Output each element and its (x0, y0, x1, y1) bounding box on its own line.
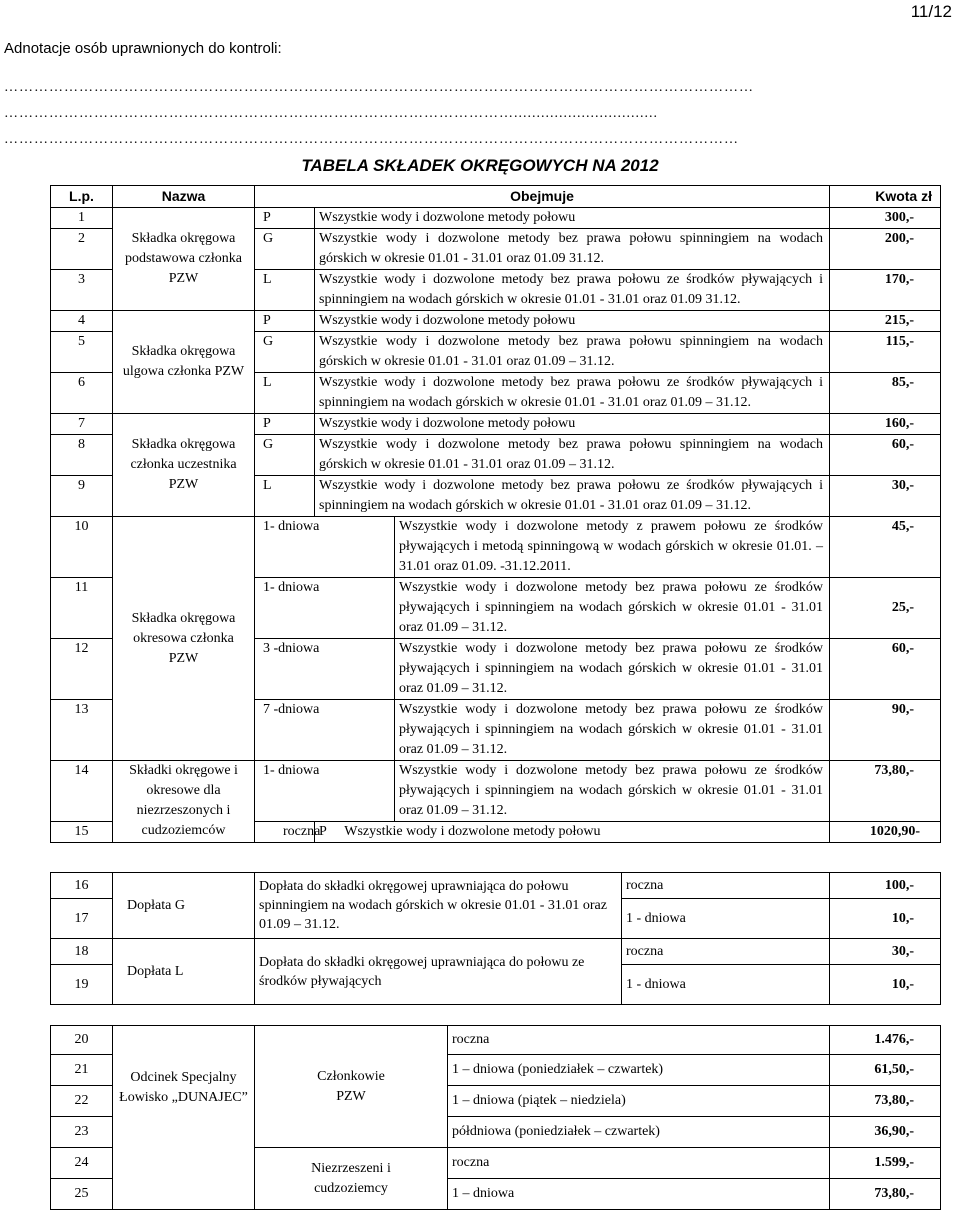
row-amount: 100,- (830, 873, 941, 899)
row-amount: 30,- (830, 476, 941, 517)
row-period: 1 - dniowa (622, 965, 830, 1005)
table-row (51, 311, 941, 332)
row-amount: 61,50,- (830, 1055, 941, 1086)
row-number: 3 (51, 270, 113, 311)
row-code: 3 -dniowa (255, 639, 395, 700)
table-row (51, 414, 941, 435)
row-code: 1- dniowa (255, 517, 395, 578)
non-members-label: Niezrzeszeni i cudzoziemcy (255, 1148, 448, 1210)
row-amount: 215,- (830, 311, 941, 332)
row-code: roczna (255, 822, 315, 843)
surcharge-name: Dopłata G (113, 873, 255, 939)
row-description: Wszystkie wody i dozwolone metody bez prawa połowu ze środków pływających i spinningiem na wodach górskich w okresie 01.01 - 31.01 oraz 01.09 – 31.12. (395, 639, 830, 700)
row-number: 9 (51, 476, 113, 517)
row-number: 1 (51, 208, 113, 229)
row-description: Wszystkie wody i dozwolone metody bez prawa połowu ze środków pływających i spinningiem na wodach górskich w okresie 01.01 - 31.01 oraz 01.09 – 31.12. (395, 761, 830, 822)
table-row (51, 1026, 941, 1055)
row-number: 22 (51, 1086, 113, 1117)
row-amount: 1020,90- (830, 822, 941, 843)
row-amount: 200,- (830, 229, 941, 270)
row-number: 14 (51, 761, 113, 822)
row-amount: 60,- (830, 435, 941, 476)
row-amount: 90,- (830, 700, 941, 761)
row-amount: 300,- (830, 208, 941, 229)
row-description: Wszystkie wody i dozwolone metody bez prawa połowu ze środków pływających i spinningiem na wodach górskich w okresie 01.01 - 31.01 oraz 01.09 – 31.12. (395, 700, 830, 761)
special-section-table (50, 1025, 941, 1210)
row-code: G (255, 332, 315, 373)
main-fees-table (50, 185, 941, 843)
annotation-dots-line: …………………………………………………………………………………………………………………………………… (4, 80, 754, 95)
row-number: 7 (51, 414, 113, 435)
special-section-name: Odcinek Specjalny Łowisko „DUNAJEC” (113, 1026, 255, 1210)
members-label: Członkowie PZW (255, 1026, 448, 1148)
annotation-dots-line: …………………………………………………………………………………………................................ (4, 106, 658, 121)
row-number: 10 (51, 517, 113, 578)
row-amount: 30,- (830, 939, 941, 965)
table-row (51, 208, 941, 229)
row-description: Wszystkie wody i dozwolone metody bez prawa połowu spinningiem na wodach górskich w okresie 01.01 - 31.01 oraz 01.09 – 31.12. (315, 435, 830, 476)
group-name: Składka okręgowa podstawowa członka PZW (113, 208, 255, 311)
row-number: 13 (51, 700, 113, 761)
header-name: Nazwa (113, 186, 255, 208)
row-period: 1 – dniowa (poniedziałek – czwartek) (448, 1055, 830, 1086)
row-code: P (255, 311, 315, 332)
table-header-row (51, 186, 941, 208)
row-number: 23 (51, 1117, 113, 1148)
row-amount: 115,- (830, 332, 941, 373)
row-code: 7 -dniowa (255, 700, 395, 761)
header-amount: Kwota zł (830, 186, 941, 208)
group-name: Składka okręgowa ulgowa członka PZW (113, 311, 255, 414)
row-description: Wszystkie wody i dozwolone metody połowu (315, 208, 830, 229)
row-number: 4 (51, 311, 113, 332)
row-number: 25 (51, 1179, 113, 1210)
row-period: 1 – dniowa (piątek – niedziela) (448, 1086, 830, 1117)
row-code: G (255, 435, 315, 476)
row-amount: 73,80,- (830, 1179, 941, 1210)
row-code: P (255, 208, 315, 229)
row-period: 1 – dniowa (448, 1179, 830, 1210)
table-row (51, 517, 941, 578)
row-description: Wszystkie wody i dozwolone metody bez prawa połowu spinningiem na wodach górskich w okresie 01.01 - 31.01 oraz 01.09 – 31.12. (315, 332, 830, 373)
row-description: Wszystkie wody i dozwolone metody połowu (315, 414, 830, 435)
row-amount: 73,80,- (830, 761, 941, 822)
row-description: Wszystkie wody i dozwolone metody bez prawa połowu ze środków pływających i spinningiem na wodach górskich w okresie 01.01 - 31.01 oraz 01.09 – 31.12. (395, 578, 830, 639)
row-number: 20 (51, 1026, 113, 1055)
row-amount: 1.476,- (830, 1026, 941, 1055)
row-code: L (255, 270, 315, 311)
row-description: Wszystkie wody i dozwolone metody bez prawa połowu ze środków pływających i spinningiem na wodach górskich w okresie 01.01 - 31.01 oraz 01.09 31.12. (315, 270, 830, 311)
row-number: 12 (51, 639, 113, 700)
row-amount: 25,- (830, 578, 941, 639)
row-amount: 45,- (830, 517, 941, 578)
row-description-cell (315, 822, 830, 843)
row-description: Wszystkie wody i dozwolone metody bez prawa połowu spinningiem na wodach górskich w okresie 01.01 - 31.01 oraz 01.09 31.12. (315, 229, 830, 270)
header-lp: L.p. (51, 186, 113, 208)
row-amount: 60,- (830, 639, 941, 700)
row-description: Wszystkie wody i dozwolone metody z prawem połowu ze środków pływających i metodą spinningową w wodach górskich w okresie 01.01. – 31.01 oraz 01.09. -31.12.2011. (395, 517, 830, 578)
row-code: G (255, 229, 315, 270)
header-covers: Obejmuje (255, 186, 830, 208)
row-number: 19 (51, 965, 113, 1005)
row-amount: 160,- (830, 414, 941, 435)
table-row (51, 873, 941, 899)
row-number: 15 (51, 822, 113, 843)
row-code: 1- dniowa (255, 578, 395, 639)
surcharges-table (50, 872, 941, 1005)
row-amount: 1.599,- (830, 1148, 941, 1179)
row-period: roczna (622, 873, 830, 899)
row-amount: 10,- (830, 965, 941, 1005)
table-row (51, 761, 941, 822)
row-number: 8 (51, 435, 113, 476)
surcharge-description: Dopłata do składki okręgowej uprawniająca do połowu ze środków pływających (255, 939, 622, 1005)
row-number: 2 (51, 229, 113, 270)
surcharge-description: Dopłata do składki okręgowej uprawniająca do połowu spinningiem na wodach górskich w okresie 01.01 - 31.01 oraz 01.09 – 31.12. (255, 873, 622, 939)
row-number: 18 (51, 939, 113, 965)
annotation-label: Adnotacje osób uprawnionych do kontroli: (4, 40, 282, 57)
row-period: roczna (448, 1148, 830, 1179)
row-description: Wszystkie wody i dozwolone metody bez prawa połowu ze środków pływających i spinningiem na wodach górskich w okresie 01.01 - 31.01 oraz 01.09 – 31.12. (315, 373, 830, 414)
row-period: 1 - dniowa (622, 899, 830, 939)
page-number: 11/12 (910, 2, 952, 21)
row-period: półdniowa (poniedziałek – czwartek) (448, 1117, 830, 1148)
row-amount: 10,- (830, 899, 941, 939)
group-name: Składka okręgowa okresowa członka PZW (113, 517, 255, 761)
row-number: 11 (51, 578, 113, 639)
row-description: Wszystkie wody i dozwolone metody połowu (315, 311, 830, 332)
row-code: L (255, 476, 315, 517)
row-amount: 36,90,- (830, 1117, 941, 1148)
row-description: Wszystkie wody i dozwolone metody połowu (344, 824, 601, 839)
group-name: Składka okręgowa członka uczestnika PZW (113, 414, 255, 517)
row-description: Wszystkie wody i dozwolone metody bez prawa połowu ze środków pływających i spinningiem na wodach górskich w okresie 01.01 - 31.01 oraz 01.09 – 31.12. (315, 476, 830, 517)
row-number: 24 (51, 1148, 113, 1179)
table-row (51, 939, 941, 965)
row-amount: 85,- (830, 373, 941, 414)
table-title: TABELA SKŁADEK OKRĘGOWYCH NA 2012 (301, 156, 659, 175)
row-period: roczna (622, 939, 830, 965)
row-code: L (255, 373, 315, 414)
row-amount: 73,80,- (830, 1086, 941, 1117)
surcharge-name: Dopłata L (113, 939, 255, 1005)
row-number: 5 (51, 332, 113, 373)
group-name: Składki okręgowe i okresowe dla niezrzeszonych i cudzoziemców (113, 761, 255, 843)
row-period: roczna (448, 1026, 830, 1055)
row-number: 6 (51, 373, 113, 414)
row-number: 17 (51, 899, 113, 939)
row-amount: 170,- (830, 270, 941, 311)
row-number: 21 (51, 1055, 113, 1086)
annotation-dots-line: ………………………………………………………………………………………………………………………………… (4, 132, 739, 147)
row-code: 1- dniowa (255, 761, 395, 822)
row-code: P (255, 414, 315, 435)
row-number: 16 (51, 873, 113, 899)
row-code-secondary: P (319, 824, 327, 839)
